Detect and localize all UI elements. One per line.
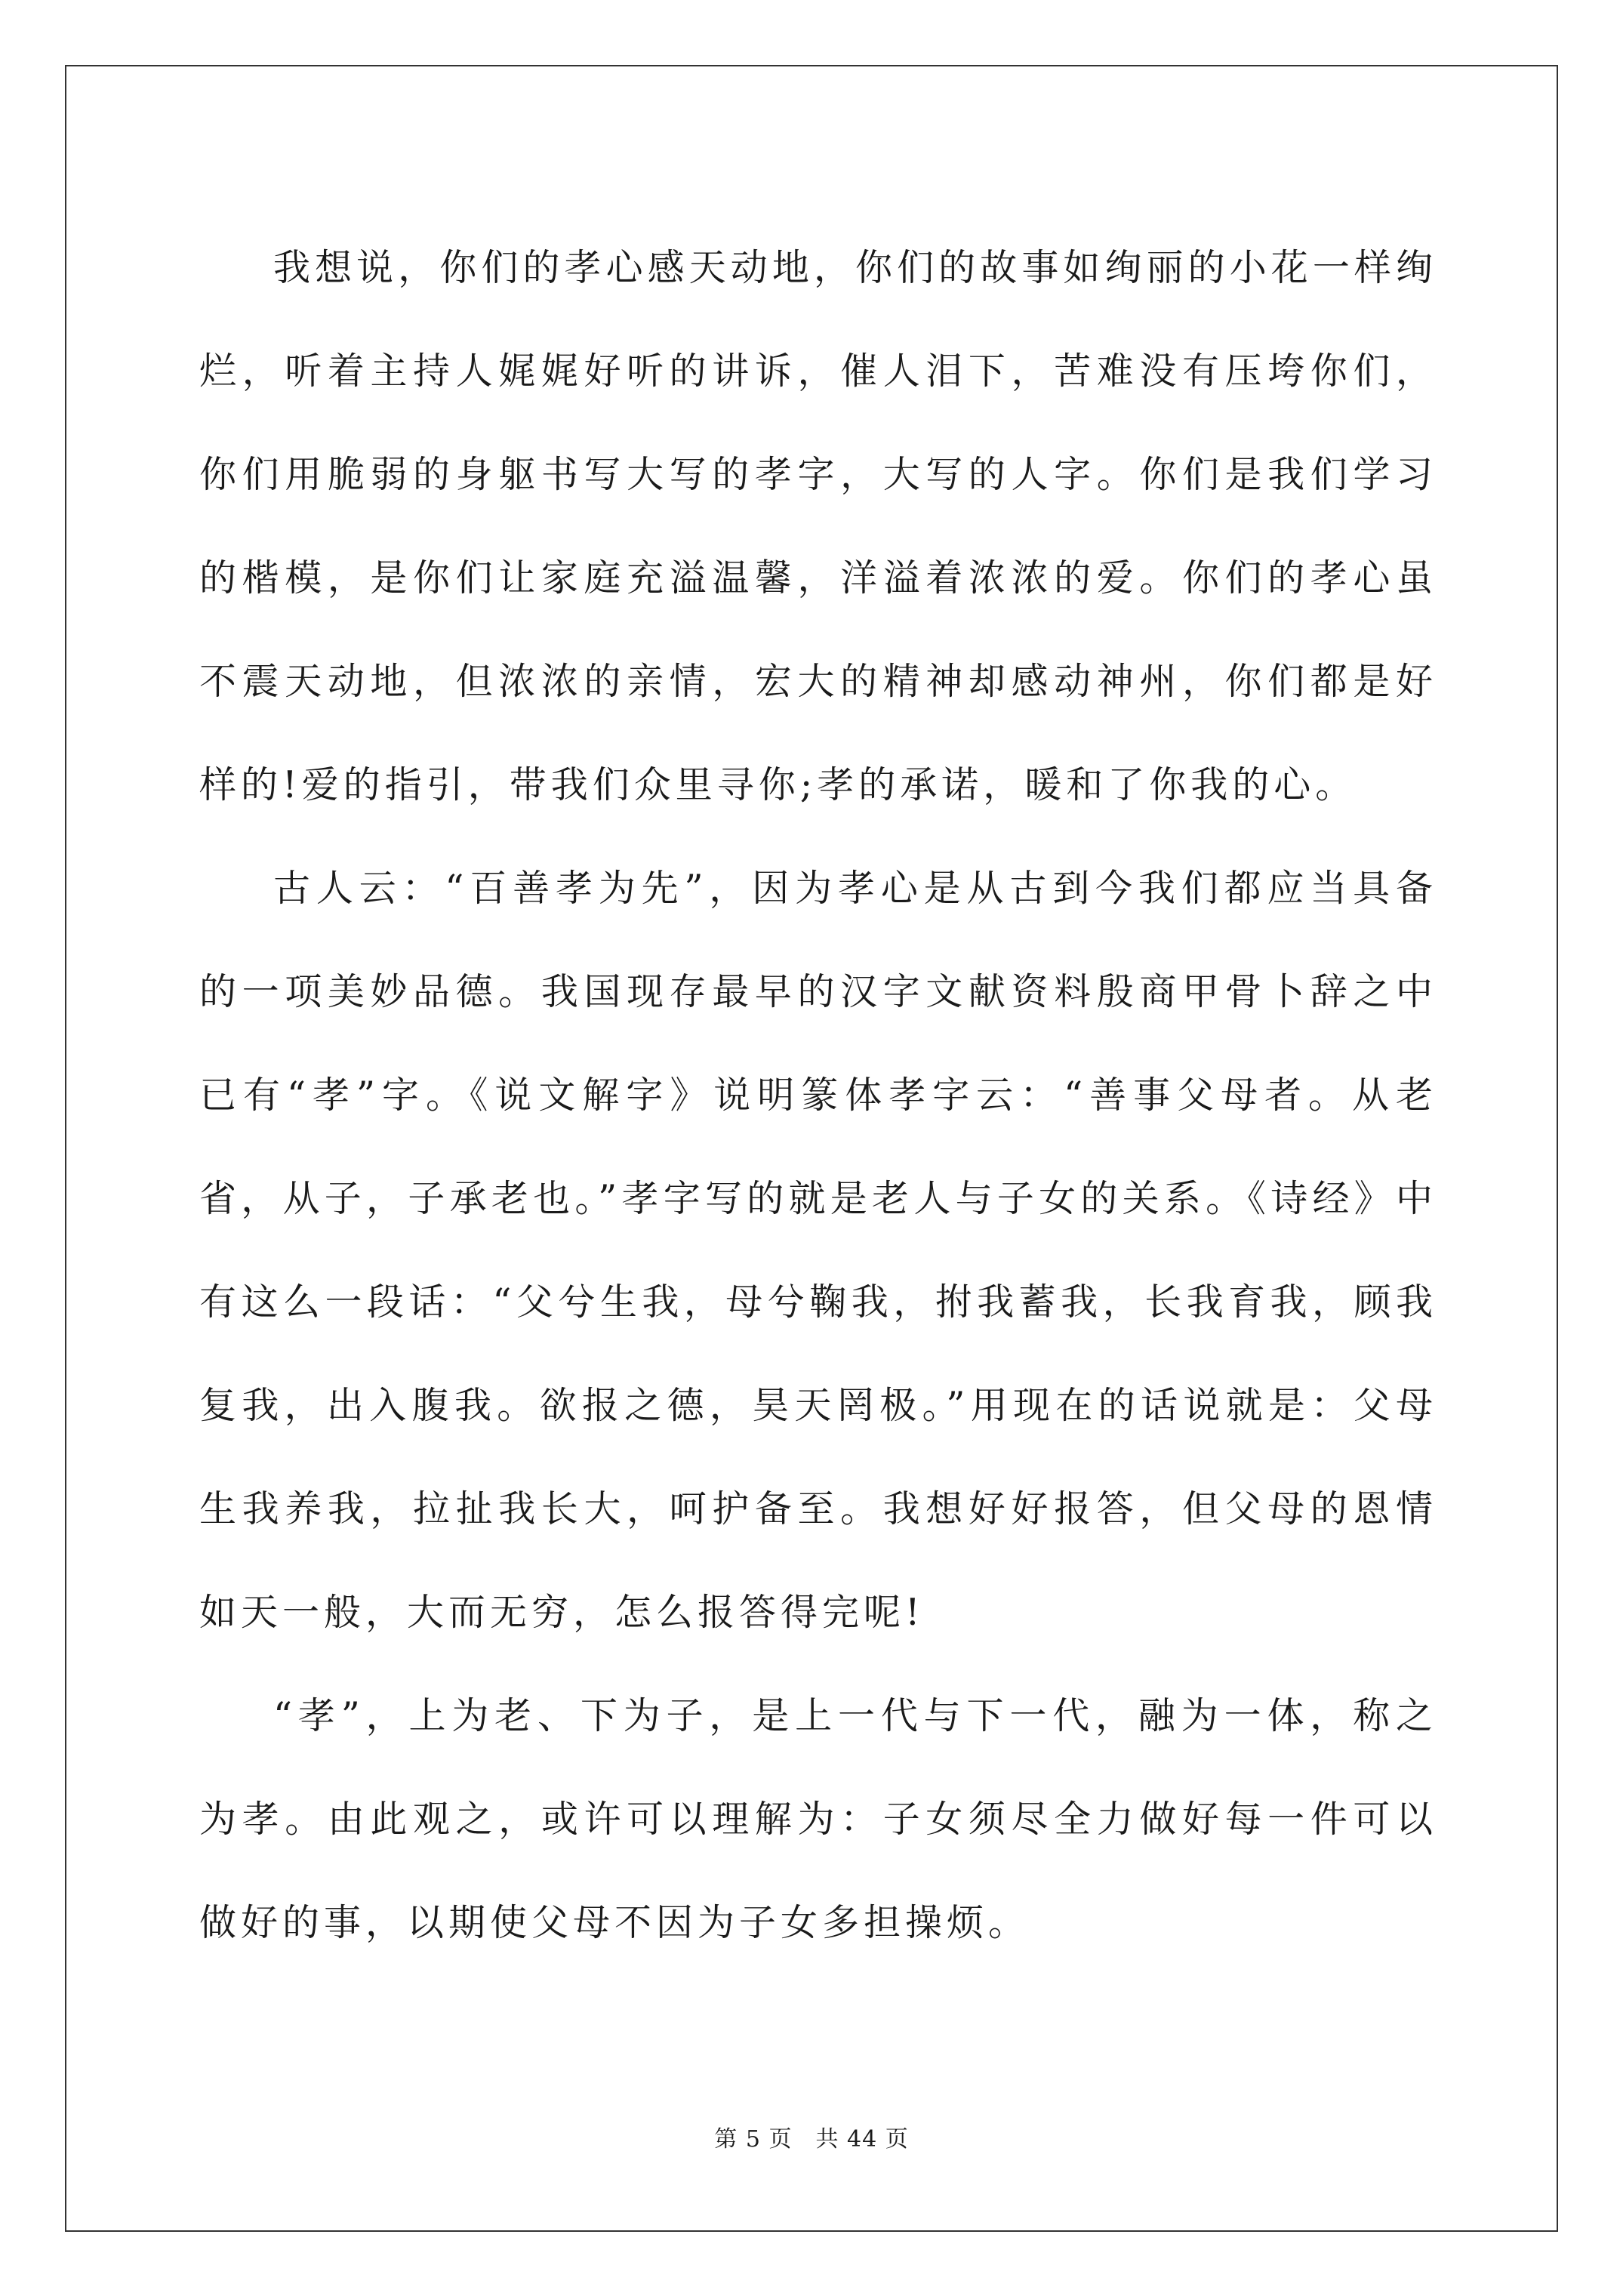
document-body bbox=[199, 216, 1437, 1974]
paragraph-3: “孝”，上为老、下为子，是上一代与下一代，融为一体，称之为孝。由此观之，或许可以理解为：子女须尽全力做好每一件可以做好的事，以期使父母不因为子女多担操烦。 bbox=[199, 1694, 1437, 1944]
page-number-footer: 第 5 页 共 44 页 bbox=[714, 2126, 909, 2153]
paragraph-2: 古人云：“百善孝为先”，因为孝心是从古到今我们都应当具备的一项美妙品德。我国现存最早的汉字文献资料殷商甲骨卜辞之中已有“孝”字。《说文解字》说明篆体孝字云：“善事父母者。从老省，从子，子承老也。”孝字写的就是老人与子女的关系。《诗经》中有这么一段话：“父兮生我，母兮鞠我，拊我蓄我，长我育我，顾我复我，出入腹我。欲报之德，昊天罔极。”用现在的话说就是：父母生我养我，拉扯我长大，呵护备至。我想好好报答，但父母的恩情如天一般，大而无穷，怎么报答得完呢! bbox=[199, 867, 1437, 1634]
paragraph-1: 我想说，你们的孝心感天动地，你们的故事如绚丽的小花一样绚烂，听着主持人娓娓好听的讲诉，催人泪下，苦难没有压垮你们，你们用脆弱的身躯书写大写的孝字，大写的人字。你们是我们学习的楷模，是你们让家庭充溢温馨，洋溢着浓浓的爱。你们的孝心虽不震天动地，但浓浓的亲情，宏大的精神却感动神州，你们都是好样的!爱的指引，带我们众里寻你;孝的承诺，暖和了你我的心。 bbox=[199, 246, 1437, 806]
